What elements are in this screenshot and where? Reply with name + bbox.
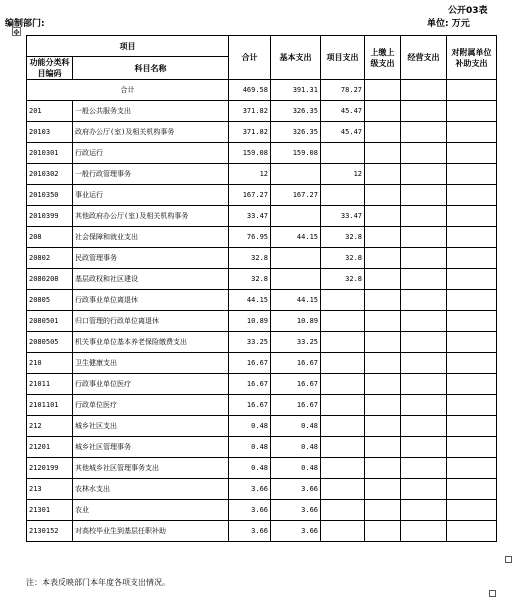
row-project: 32.8 bbox=[321, 227, 365, 248]
row-business bbox=[401, 332, 447, 353]
row-project bbox=[321, 143, 365, 164]
row-upper bbox=[365, 227, 401, 248]
row-name: 农林水支出 bbox=[73, 479, 229, 500]
header-total: 合计 bbox=[229, 36, 271, 80]
table-row bbox=[27, 185, 497, 206]
row-basic: 16.67 bbox=[271, 374, 321, 395]
row-code: 2130152 bbox=[27, 521, 73, 542]
row-project bbox=[321, 521, 365, 542]
row-business bbox=[401, 101, 447, 122]
table-row bbox=[27, 437, 497, 458]
row-project: 32.8 bbox=[321, 248, 365, 269]
row-subsidy bbox=[447, 374, 497, 395]
row-name: 其他城乡社区管理事务支出 bbox=[73, 458, 229, 479]
row-code: 21201 bbox=[27, 437, 73, 458]
table-note: 注：本表反映部门本年度各项支出情况。 bbox=[26, 578, 170, 587]
row-basic: 44.15 bbox=[271, 227, 321, 248]
row-project bbox=[321, 458, 365, 479]
row-business bbox=[401, 500, 447, 521]
row-total: 3.66 bbox=[229, 521, 271, 542]
row-business bbox=[401, 458, 447, 479]
row-name: 城乡社区管理事务 bbox=[73, 437, 229, 458]
row-subsidy bbox=[447, 290, 497, 311]
row-total: 32.8 bbox=[229, 248, 271, 269]
row-upper bbox=[365, 374, 401, 395]
row-code: 2010399 bbox=[27, 206, 73, 227]
row-business bbox=[401, 248, 447, 269]
header-subsidy: 对附属单位补助支出 bbox=[447, 36, 497, 80]
row-subsidy bbox=[447, 101, 497, 122]
row-code: 2010302 bbox=[27, 164, 73, 185]
row-name: 城乡社区支出 bbox=[73, 416, 229, 437]
row-upper bbox=[365, 248, 401, 269]
total-subsidy bbox=[447, 80, 497, 101]
row-name: 行政单位医疗 bbox=[73, 395, 229, 416]
row-total: 76.95 bbox=[229, 227, 271, 248]
row-project: 12 bbox=[321, 164, 365, 185]
row-upper bbox=[365, 395, 401, 416]
row-basic: 0.48 bbox=[271, 437, 321, 458]
row-code: 213 bbox=[27, 479, 73, 500]
row-business bbox=[401, 185, 447, 206]
row-basic: 0.48 bbox=[271, 416, 321, 437]
header-item: 项目 bbox=[27, 36, 229, 57]
row-basic bbox=[271, 269, 321, 290]
corner-mark bbox=[505, 556, 512, 563]
table-row bbox=[27, 122, 497, 143]
row-total: 0.48 bbox=[229, 458, 271, 479]
table-row bbox=[27, 416, 497, 437]
row-subsidy bbox=[447, 332, 497, 353]
row-subsidy bbox=[447, 164, 497, 185]
table-move-handle-icon[interactable]: ✥ bbox=[13, 28, 20, 37]
header-code: 功能分类科目编码 bbox=[27, 57, 73, 80]
row-subsidy bbox=[447, 353, 497, 374]
row-business bbox=[401, 374, 447, 395]
row-upper bbox=[365, 269, 401, 290]
header-business: 经营支出 bbox=[401, 36, 447, 80]
department-label: 编制部门: bbox=[5, 19, 45, 29]
row-code: 20802 bbox=[27, 248, 73, 269]
row-project bbox=[321, 185, 365, 206]
row-name: 机关事业单位基本养老保险缴费支出 bbox=[73, 332, 229, 353]
row-project bbox=[321, 374, 365, 395]
total-total: 469.58 bbox=[229, 80, 271, 101]
row-code: 212 bbox=[27, 416, 73, 437]
header-basic: 基本支出 bbox=[271, 36, 321, 80]
row-name: 一般行政管理事务 bbox=[73, 164, 229, 185]
row-code: 20805 bbox=[27, 290, 73, 311]
row-name: 事业运行 bbox=[73, 185, 229, 206]
total-project: 78.27 bbox=[321, 80, 365, 101]
row-subsidy bbox=[447, 248, 497, 269]
table-row bbox=[27, 164, 497, 185]
row-upper bbox=[365, 164, 401, 185]
row-total: 371.82 bbox=[229, 122, 271, 143]
row-upper bbox=[365, 311, 401, 332]
table-row bbox=[27, 458, 497, 479]
row-upper bbox=[365, 458, 401, 479]
row-basic: 3.66 bbox=[271, 479, 321, 500]
corner-mark bbox=[489, 590, 496, 597]
expenditure-table bbox=[26, 35, 497, 542]
row-subsidy bbox=[447, 521, 497, 542]
row-total: 167.27 bbox=[229, 185, 271, 206]
row-subsidy bbox=[447, 185, 497, 206]
row-upper bbox=[365, 143, 401, 164]
table-row bbox=[27, 374, 497, 395]
row-name: 一般公共服务支出 bbox=[73, 101, 229, 122]
row-code: 2010350 bbox=[27, 185, 73, 206]
row-business bbox=[401, 227, 447, 248]
row-total: 0.48 bbox=[229, 416, 271, 437]
row-total: 3.66 bbox=[229, 500, 271, 521]
row-project: 32.8 bbox=[321, 269, 365, 290]
row-code: 21011 bbox=[27, 374, 73, 395]
row-total: 16.67 bbox=[229, 374, 271, 395]
row-subsidy bbox=[447, 416, 497, 437]
row-project: 45.47 bbox=[321, 101, 365, 122]
row-total: 159.08 bbox=[229, 143, 271, 164]
table-row bbox=[27, 395, 497, 416]
table-row bbox=[27, 353, 497, 374]
row-upper bbox=[365, 290, 401, 311]
row-code: 2101101 bbox=[27, 395, 73, 416]
table-row bbox=[27, 143, 497, 164]
row-name: 卫生健康支出 bbox=[73, 353, 229, 374]
row-upper bbox=[365, 101, 401, 122]
row-upper bbox=[365, 500, 401, 521]
row-total: 3.66 bbox=[229, 479, 271, 500]
row-total: 371.82 bbox=[229, 101, 271, 122]
table-row bbox=[27, 500, 497, 521]
row-name: 政府办公厅(室)及相关机构事务 bbox=[73, 122, 229, 143]
row-total: 33.47 bbox=[229, 206, 271, 227]
table-row bbox=[27, 479, 497, 500]
row-total: 12 bbox=[229, 164, 271, 185]
row-business bbox=[401, 290, 447, 311]
row-total: 32.8 bbox=[229, 269, 271, 290]
row-business bbox=[401, 269, 447, 290]
row-total: 10.89 bbox=[229, 311, 271, 332]
row-basic: 326.35 bbox=[271, 122, 321, 143]
row-name: 行政事业单位离退休 bbox=[73, 290, 229, 311]
row-subsidy bbox=[447, 227, 497, 248]
table-row bbox=[27, 227, 497, 248]
table-row bbox=[27, 521, 497, 542]
row-upper bbox=[365, 479, 401, 500]
row-name: 农业 bbox=[73, 500, 229, 521]
row-upper bbox=[365, 206, 401, 227]
total-label: 合计 bbox=[27, 80, 229, 101]
row-upper bbox=[365, 521, 401, 542]
row-business bbox=[401, 416, 447, 437]
row-code: 21301 bbox=[27, 500, 73, 521]
row-business bbox=[401, 353, 447, 374]
header-project: 项目支出 bbox=[321, 36, 365, 80]
row-code: 2080501 bbox=[27, 311, 73, 332]
row-subsidy bbox=[447, 458, 497, 479]
row-upper bbox=[365, 185, 401, 206]
row-subsidy bbox=[447, 311, 497, 332]
row-upper bbox=[365, 332, 401, 353]
row-total: 44.15 bbox=[229, 290, 271, 311]
row-project bbox=[321, 500, 365, 521]
row-upper bbox=[365, 353, 401, 374]
row-business bbox=[401, 206, 447, 227]
total-upper bbox=[365, 80, 401, 101]
form-number: 公开03表 bbox=[448, 6, 488, 16]
row-subsidy bbox=[447, 269, 497, 290]
header-upper: 上缴上级支出 bbox=[365, 36, 401, 80]
row-project: 45.47 bbox=[321, 122, 365, 143]
row-business bbox=[401, 479, 447, 500]
row-subsidy bbox=[447, 479, 497, 500]
row-code: 2080505 bbox=[27, 332, 73, 353]
row-business bbox=[401, 437, 447, 458]
unit-label: 单位: 万元 bbox=[427, 19, 470, 29]
row-basic: 167.27 bbox=[271, 185, 321, 206]
row-business bbox=[401, 311, 447, 332]
row-project bbox=[321, 290, 365, 311]
row-basic: 159.08 bbox=[271, 143, 321, 164]
row-code: 210 bbox=[27, 353, 73, 374]
row-name: 民政管理事务 bbox=[73, 248, 229, 269]
row-basic: 3.66 bbox=[271, 500, 321, 521]
table-row bbox=[27, 248, 497, 269]
total-basic: 391.31 bbox=[271, 80, 321, 101]
row-total: 16.67 bbox=[229, 395, 271, 416]
table-row bbox=[27, 332, 497, 353]
total-business bbox=[401, 80, 447, 101]
row-business bbox=[401, 164, 447, 185]
table-row bbox=[27, 311, 497, 332]
table-row bbox=[27, 290, 497, 311]
row-basic bbox=[271, 164, 321, 185]
row-subsidy bbox=[447, 437, 497, 458]
row-total: 16.67 bbox=[229, 353, 271, 374]
row-subsidy bbox=[447, 206, 497, 227]
row-basic bbox=[271, 248, 321, 269]
row-name: 基层政权和社区建设 bbox=[73, 269, 229, 290]
row-basic: 44.15 bbox=[271, 290, 321, 311]
row-name: 行政运行 bbox=[73, 143, 229, 164]
row-upper bbox=[365, 122, 401, 143]
row-project bbox=[321, 353, 365, 374]
table-row bbox=[27, 206, 497, 227]
row-subsidy bbox=[447, 143, 497, 164]
row-subsidy bbox=[447, 395, 497, 416]
row-basic: 10.89 bbox=[271, 311, 321, 332]
row-project bbox=[321, 437, 365, 458]
row-name: 社会保障和就业支出 bbox=[73, 227, 229, 248]
row-project bbox=[321, 332, 365, 353]
row-code: 201 bbox=[27, 101, 73, 122]
table-row bbox=[27, 101, 497, 122]
row-business bbox=[401, 122, 447, 143]
row-basic bbox=[271, 206, 321, 227]
row-code: 2010301 bbox=[27, 143, 73, 164]
row-name: 对高校毕业生到基层任职补助 bbox=[73, 521, 229, 542]
row-business bbox=[401, 395, 447, 416]
row-basic: 3.66 bbox=[271, 521, 321, 542]
row-project bbox=[321, 479, 365, 500]
header-name: 科目名称 bbox=[73, 57, 229, 80]
row-basic: 16.67 bbox=[271, 353, 321, 374]
row-code: 2120199 bbox=[27, 458, 73, 479]
row-project bbox=[321, 416, 365, 437]
row-business bbox=[401, 521, 447, 542]
total-row bbox=[27, 80, 497, 101]
row-code: 208 bbox=[27, 227, 73, 248]
row-basic: 0.48 bbox=[271, 458, 321, 479]
row-subsidy bbox=[447, 500, 497, 521]
row-upper bbox=[365, 437, 401, 458]
row-business bbox=[401, 143, 447, 164]
row-upper bbox=[365, 416, 401, 437]
row-total: 33.25 bbox=[229, 332, 271, 353]
row-basic: 16.67 bbox=[271, 395, 321, 416]
row-basic: 33.25 bbox=[271, 332, 321, 353]
row-basic: 326.35 bbox=[271, 101, 321, 122]
row-code: 20103 bbox=[27, 122, 73, 143]
row-subsidy bbox=[447, 122, 497, 143]
row-total: 0.48 bbox=[229, 437, 271, 458]
row-project bbox=[321, 395, 365, 416]
row-name: 归口管理的行政单位离退休 bbox=[73, 311, 229, 332]
row-name: 其他政府办公厅(室)及相关机构事务 bbox=[73, 206, 229, 227]
table-row bbox=[27, 269, 497, 290]
row-project: 33.47 bbox=[321, 206, 365, 227]
row-project bbox=[321, 311, 365, 332]
row-code: 2080208 bbox=[27, 269, 73, 290]
row-name: 行政事业单位医疗 bbox=[73, 374, 229, 395]
